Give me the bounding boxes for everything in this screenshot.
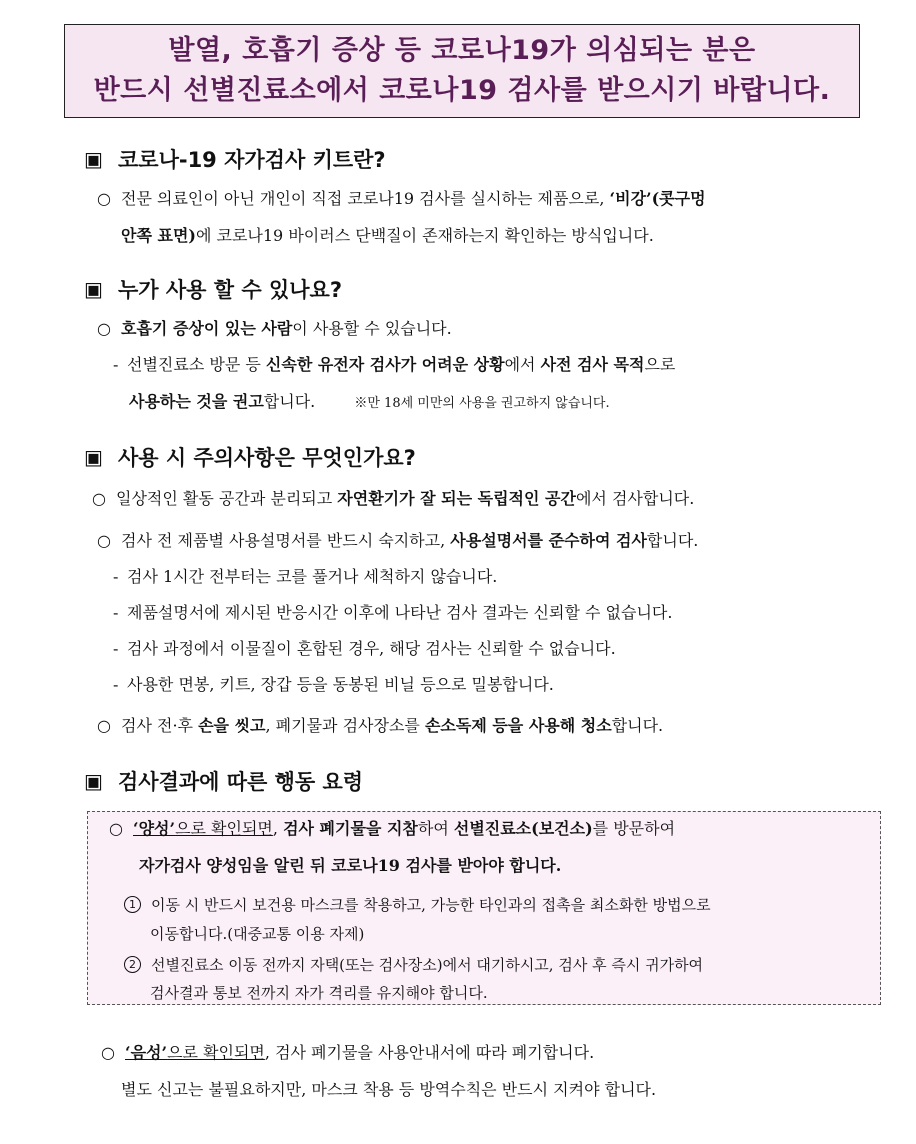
section-heading-what-is-kit <box>84 144 386 174</box>
bold-text: 사전 검사 목적 <box>540 355 645 374</box>
bold-text: 자가검사 양성임을 알린 뒤 코로나19 검사를 받아야 합니다. <box>139 856 562 875</box>
text: 검사 1시간 전부터는 코를 풀거나 세척하지 않습니다. <box>127 567 498 586</box>
square-marker-icon: ▣ <box>84 769 103 793</box>
bold-text: 손을 씻고 <box>198 716 266 735</box>
dash-bullet: - <box>113 355 119 374</box>
text: 으로 확인되면 <box>167 1043 265 1062</box>
text: 으로 <box>644 355 676 374</box>
dash-bullet: - <box>113 603 119 622</box>
numbered-item-cont <box>150 923 364 945</box>
circle-bullet-icon: ○ <box>92 489 106 508</box>
text: 검사 전·후 <box>121 716 199 735</box>
text: 하여 <box>417 819 454 838</box>
bold-text: 신속한 유전자 검사가 어려운 상황 <box>265 355 505 374</box>
numbered-item-cont <box>150 982 488 1004</box>
text: 선별진료소 방문 등 <box>127 355 266 374</box>
circle-bullet-icon: ○ <box>97 531 111 550</box>
bold-text: 사용하는 것을 권고 <box>129 392 264 411</box>
bold-text: 선별진료소(보건소) <box>453 819 593 838</box>
section-heading-who-can-use <box>84 274 342 304</box>
bold-text: 자연환기가 잘 되는 독립적인 공간 <box>337 489 576 508</box>
text: 에서 검사합니다. <box>575 489 695 508</box>
dash-item <box>113 638 616 660</box>
text: 를 방문하여 <box>592 819 676 838</box>
text: 합니다. <box>646 531 699 550</box>
notice-banner <box>64 24 860 118</box>
section-heading-precautions <box>84 442 416 472</box>
dash-item <box>113 566 497 588</box>
text: , 폐기물과 검사장소를 <box>265 716 425 735</box>
bold-text: 안쪽 표면) <box>121 226 196 245</box>
circled-number-icon: 1 <box>124 896 141 913</box>
bold-text: 검사 폐기물을 지참 <box>283 819 418 838</box>
circle-bullet-icon: ○ <box>97 319 111 338</box>
circle-bullet-icon: ○ <box>97 716 111 735</box>
circled-number-icon: 2 <box>124 956 141 973</box>
section-title: 사용 시 주의사항은 무엇인가요? <box>118 446 416 470</box>
text: 선별진료소 이동 전까지 자택(또는 검사장소)에서 대기하시고, 검사 후 즉시 귀가하여 <box>151 956 704 974</box>
text: 사용한 면봉, 키트, 장갑 등을 동봉된 비닐 등으로 밀봉합니다. <box>127 675 554 694</box>
age-note: ※만 18세 미만의 사용을 권고하지 않습니다. <box>354 396 610 411</box>
text: 별도 신고는 불필요하지만, 마스크 착용 등 방역수칙은 반드시 지켜야 합니다. <box>121 1080 657 1099</box>
paragraph-line <box>121 225 654 247</box>
paragraph-line <box>97 188 706 210</box>
dash-bullet: - <box>113 675 119 694</box>
text: 이 사용할 수 있습니다. <box>292 319 452 338</box>
text: 합니다. <box>263 392 316 411</box>
text: 에서 <box>504 355 541 374</box>
square-marker-icon: ▣ <box>84 277 103 301</box>
dash-item <box>113 602 672 624</box>
text: 일상적인 활동 공간과 분리되고 <box>116 489 338 508</box>
paragraph-line <box>101 1042 594 1064</box>
text: 이동합니다.(대중교통 이용 자제) <box>150 925 365 943</box>
banner-line-1: 발열, 호흡기 증상 등 코로나19가 의심되는 분은 <box>168 35 756 66</box>
dash-bullet: - <box>113 567 119 586</box>
square-marker-icon: ▣ <box>84 445 103 469</box>
paragraph-line <box>113 354 675 376</box>
text: 합니다. <box>611 716 664 735</box>
numbered-item <box>124 954 703 976</box>
circle-bullet-icon: ○ <box>97 189 111 208</box>
bold-text: 손소독제 등을 사용해 청소 <box>424 716 612 735</box>
text: 제품설명서에 제시된 반응시간 이후에 나타난 검사 결과는 신뢰할 수 없습니다. <box>127 603 673 622</box>
section-title: 코로나-19 자가검사 키트란? <box>118 148 386 172</box>
paragraph-line <box>92 488 694 510</box>
text: , <box>272 819 284 838</box>
text: 으로 확인되면 <box>175 819 273 838</box>
text: 전문 의료인이 아닌 개인이 직접 코로나19 검사를 실시하는 제품으로, <box>121 189 610 208</box>
circle-bullet-icon: ○ <box>101 1043 115 1062</box>
numbered-item <box>124 894 711 916</box>
bold-text: 사용설명서를 준수하여 검사 <box>450 531 647 550</box>
paragraph-line <box>121 1079 656 1101</box>
positive-label: ‘양성’ <box>133 819 176 838</box>
section-title: 누가 사용 할 수 있나요? <box>118 278 342 302</box>
dash-item <box>113 674 554 696</box>
text: 검사 전 제품별 사용설명서를 반드시 숙지하고, <box>121 531 451 550</box>
section-heading-result-actions <box>84 766 363 796</box>
text: 에 코로나19 바이러스 단백질이 존재하는지 확인하는 방식입니다. <box>195 226 654 245</box>
paragraph-line <box>129 391 610 415</box>
paragraph-line <box>97 530 698 552</box>
bold-text: ‘비강’(콧구멍 <box>609 189 706 208</box>
text: , 검사 폐기물을 사용안내서에 따라 폐기합니다. <box>264 1043 595 1062</box>
paragraph-line <box>139 855 561 877</box>
text: 이동 시 반드시 보건용 마스크를 착용하고, 가능한 타인과의 접촉을 최소화한 방법으로 <box>151 896 711 914</box>
text: 검사결과 통보 전까지 자가 격리를 유지해야 합니다. <box>150 984 488 1002</box>
paragraph-line <box>97 715 663 737</box>
paragraph-line <box>97 318 452 340</box>
text: 검사 과정에서 이물질이 혼합된 경우, 해당 검사는 신뢰할 수 없습니다. <box>127 639 616 658</box>
paragraph-line <box>109 818 675 840</box>
dash-bullet: - <box>113 639 119 658</box>
bold-text: 호흡기 증상이 있는 사람 <box>121 319 293 338</box>
square-marker-icon: ▣ <box>84 147 103 171</box>
negative-label: ‘음성’ <box>125 1043 168 1062</box>
section-title: 검사결과에 따른 행동 요령 <box>118 770 364 794</box>
circle-bullet-icon: ○ <box>109 819 123 838</box>
banner-line-2: 반드시 선별진료소에서 코로나19 검사를 받으시기 바랍니다. <box>93 75 831 106</box>
